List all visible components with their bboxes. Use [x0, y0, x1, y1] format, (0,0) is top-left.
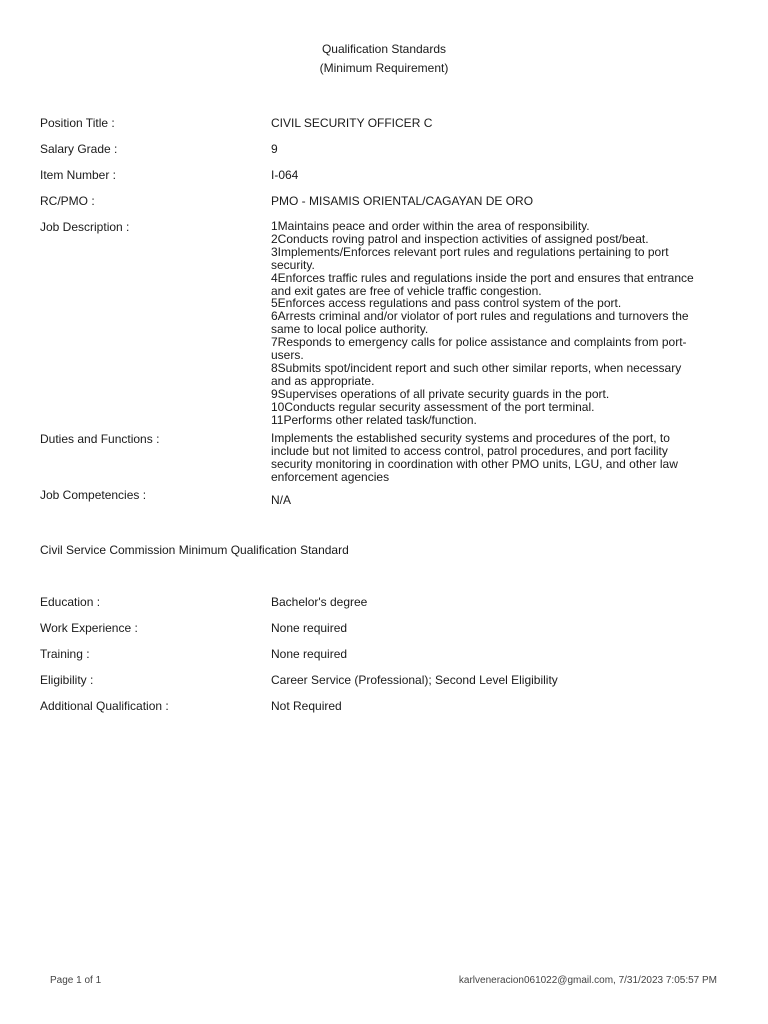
item-number-label: Item Number :	[40, 168, 117, 182]
work-experience-value: None required	[271, 621, 348, 635]
job-description-list	[271, 220, 721, 427]
job-description-line: 4Enforces traffic rules and regulations inside the port and ensures that entrance	[271, 270, 694, 285]
duties-label: Duties and Functions :	[40, 432, 160, 446]
job-description-line: security.	[271, 257, 315, 272]
education-label: Education :	[40, 595, 101, 609]
duties-text	[271, 432, 721, 484]
training-value: None required	[271, 647, 348, 661]
job-description-line: 2Conducts roving patrol and inspection activities of assigned post/beat.	[271, 231, 649, 246]
additional-qualification-label: Additional Qualification :	[40, 699, 169, 713]
rc-pmo-value: PMO - MISAMIS ORIENTAL/CAGAYAN DE ORO	[271, 194, 534, 208]
job-description-line: 3Implements/Enforces relevant port rules and regulations pertaining to port	[271, 244, 669, 259]
job-description-line: 9Supervises operations of all private security guards in the port.	[271, 386, 610, 401]
training-label: Training :	[40, 647, 90, 661]
job-description-line: same to local police authority.	[271, 322, 429, 337]
job-description-line: 11Performs other related task/function.	[271, 412, 477, 427]
position-title-label: Position Title :	[40, 116, 115, 130]
document-title: Qualification Standards	[321, 42, 447, 56]
job-competencies-label: Job Competencies :	[40, 488, 147, 502]
job-description-line: and exit gates are free of vehicle traffic congestion.	[271, 283, 542, 298]
document-subtitle: (Minimum Requirement)	[319, 61, 449, 75]
salary-grade-value: 9	[271, 142, 278, 156]
position-title-value: CIVIL SECURITY OFFICER C	[271, 116, 433, 130]
job-description-line: 10Conducts regular security assessment of the port terminal.	[271, 399, 595, 414]
duties-line: enforcement agencies	[271, 469, 390, 484]
eligibility-value: Career Service (Professional); Second Level Eligibility	[271, 673, 558, 687]
job-description-label: Job Description :	[40, 220, 130, 234]
education-value: Bachelor's degree	[271, 595, 368, 609]
work-experience-label: Work Experience :	[40, 621, 138, 635]
job-description-line: 6Arrests criminal and/or violator of port rules and regulations and turnovers the	[271, 309, 689, 324]
salary-grade-label: Salary Grade :	[40, 142, 118, 156]
job-competencies-value: N/A	[271, 493, 292, 507]
job-description-line: 7Responds to emergency calls for police assistance and complaints from port-	[271, 335, 687, 350]
duties-line: security monitoring in coordination with other PMO units, LGU, and other law	[271, 456, 678, 471]
job-description-line: 1Maintains peace and order within the area of responsibility.	[271, 219, 590, 233]
csc-section-title: Civil Service Commission Minimum Qualification Standard	[40, 543, 349, 557]
job-description-line: 5Enforces access regulations and pass control system of the port.	[271, 296, 622, 311]
rc-pmo-label: RC/PMO :	[40, 194, 95, 208]
job-description-line: 8Submits spot/incident report and such other similar reports, when necessary	[271, 360, 682, 375]
duties-line: Implements the established security systems and procedures of the port, to	[271, 431, 670, 445]
item-number-value: I-064	[271, 168, 299, 182]
eligibility-label: Eligibility :	[40, 673, 94, 687]
duties-line: include but not limited to access control, patrol procedures, and port facility	[271, 443, 668, 458]
job-description-line: users.	[271, 348, 304, 363]
document-header	[0, 40, 768, 78]
job-description-line: and as appropriate.	[271, 373, 375, 388]
additional-qualification-value: Not Required	[271, 699, 342, 713]
page-number: Page 1 of 1	[50, 975, 102, 986]
print-stamp: karlveneracion061022@gmail.com, 7/31/2023 7:05:57 PM	[458, 975, 717, 986]
